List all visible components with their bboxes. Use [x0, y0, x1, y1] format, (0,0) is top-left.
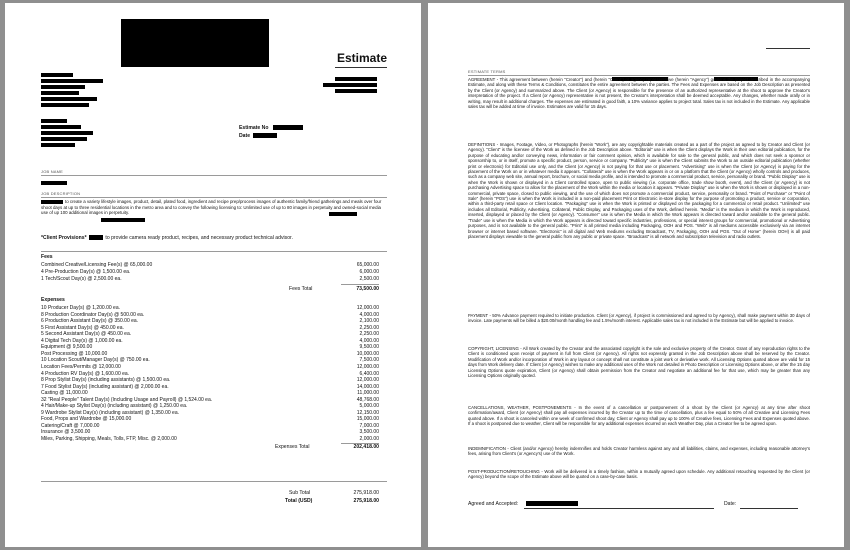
redacted-signature	[526, 501, 578, 506]
redacted-text	[41, 119, 67, 123]
line-item-amount: 9,500.00	[359, 344, 379, 351]
terms-postproduction: POST-PRODUCTION/RETOUCHING - Work will be delivered in a timely fashion, within a mutually agreed upon schedule. Any additional retouching requested by the Client (or Agency) beyond the scope of the Estimate above will be quoted on a case-by-case basis.	[468, 469, 810, 480]
terms-agreement: AGREEMENT - This agreement between (herein "Creator") and (herein "Client") or agency representative (herein "Agency") governs the project described in the accompanying Estimate, and along with these Terms & Conditions, constitutes the entire agreement between the parties. The Fees and Expenses are based on the Job Description as presented by the Client (or Agency) and summarized above. The Client (or Agency) is responsible for the presence of an authorized representative at the shoot to approve the Creator's interpretation of the project. If a Client (or Agency) representative is not present, the Creator's interpretation shall be deemed acceptable. Any changes, whether made orally or in writing, may result in additional charges. The expenses are estimated in good faith, a 10% variance applies to project total. Sales tax is not included in the Estimate. Any applicable sales tax will be added at time of invoice. Estimates are valid for 15 days.	[468, 77, 810, 110]
redacted-text	[41, 79, 103, 83]
line-item-description: Equipment @ 9,500.00	[41, 344, 93, 351]
expenses-total: 202,418.00	[353, 444, 379, 450]
redacted-text	[335, 89, 377, 93]
job-description: to create a variety lifestyle images, product, detail, plated food, ingredient and recipe prep/process images of authentic family/friend gatherings and meals over four shoot days at up to three residential locations in the metro area and to convey the following licensing to: Unlimited use of up to 80 images in perpetuity and owned-social media use of up 100 additional images in perpetuity.	[41, 199, 382, 216]
fees-heading: Fees	[41, 254, 53, 260]
line-item-description: Miles, Parking, Shipping, Meals, Tolls, FTP, Misc. @ 2,000.00	[41, 436, 177, 442]
redacted-text	[41, 85, 85, 89]
line-item-amount: 2,100.00	[359, 318, 379, 325]
line-item-amount: 6,000.00	[359, 269, 379, 275]
line-item-amount: 2,250.00	[359, 324, 379, 331]
client-provisions-label: *Client Provisions*	[41, 235, 87, 241]
redacted-text	[41, 91, 79, 95]
expense-row	[41, 436, 379, 443]
line-item-amount: 14,000.00	[356, 383, 379, 390]
line-item-description: Insurance @ 3,500.00	[41, 429, 91, 436]
date-label: Date	[239, 133, 251, 139]
terms-page	[428, 3, 844, 547]
line-item-amount: 5,000.00	[359, 403, 379, 410]
line-item-amount: 10,000.00	[356, 350, 379, 357]
redacted-date	[253, 133, 277, 138]
terms-definitions: DEFINITIONS - Images, Footage, Video, or Photographs (herein "Work"), are any copyrightable materials created as a part of the project as agreed to by Creator and Client (or Agency). "Client" is the licensee of the Work as defined in the Job Description above. "Editorial" use is when the Client displays the Work in their own editorial publication, for the purpose of educating and/or conveying news, information or fair comment opinion, which is available for sale to the general public, and which does not seek a sponsor or sponsorship to, or in itself, promote a specific product, person, service or company. "Publicity" use is when the Client submits the Work to an outside editorial publication (whether print or electronic) for Editorial use only, and the Client (or Agency) is not paying for that use or placement. "Advertising" use is when the Client (or Agency) is paying for the placement of the Work on or in whatever media it appears. "Collateral" use is when the Work appears in or on a platform that the Client (or Agency) wholly controls and produces, such as a company web site, annual report, brochure, or social media profile, and is intended to promote a commercial product, service, personality or brand. "Public Display" use is when the Work is shown or displayed in a Client controlled space, open to public viewing (i.e. corporate office, trade show booth, event), and the Client (or Agency) is not purchasing Advertising space to allow for the placement of the Work within the media or location it appears. "Private Display" use is when the Work is shown or displayed in a non-commercial, private space, closed to public viewing, and the use of which does not promote a commercial product, service, personality or brand. "Point of Purchase" or "Point of Sale" (herein "POS") use is when the Work is included in a non-paid placement Print or Electronic in-store display for the purpose of promoting a product, service or corporation, within a third-party retail space or Client location. "Packaging" use is when the Work is printed or displayed on the packaging for a commercial or retail product. "Unlimited" use includes all Editorial, Publicity, Advertising, Collateral, Public Display, and Packaging uses of the Work, defined herein. "Media" is the medium in which the Work is reproduced, inserted, displayed or placed by the Client (or Agency). "Consumer" use is when the Media in which the Work appears is directed toward and/or available to the general public. "Trade" use is when the Media in which the Work appears is directed toward specific industries, professions, or special interest groups for commercial, promotional or Advertising purposes, and is not available to the general public. "Print" is all printed media including Packaging, OOH and POS. "Web" is all mediums accessible exclusively via an internet browser or internet based software. "Electronic" is all digital and Web mediums excluding Broadcast, TV, Packaging, OOH and POS. "Out of Home" (herein OOH) is all paid placement displays viewable to the general public from any public or private space. "Broadcast" is all network and subscription television and radio outlets.	[468, 142, 810, 239]
line-item-amount: 2,000.00	[359, 436, 379, 442]
line-item-description: 7 Food Stylist Day(s) (including assistant) @ 2,000.00 ea.	[41, 383, 169, 390]
line-item-amount: 7,500.00	[359, 357, 379, 364]
redacted-text	[41, 97, 97, 101]
line-item-description: 9 Wardrobe Stylist Day(s) (including assistant) @ 1,350.00 ea.	[41, 409, 180, 416]
job-name-label: JOB NAME	[41, 169, 64, 174]
redacted-text	[41, 131, 93, 135]
terms-indemnification: INDEMNIFICATION - Client (and/or Agency) hereby indemnifies and holds Creator harmless against any and all liabilities, claims, and expenses, including reasonable attorney's fees, arising from Client's (or Agency's) use of the Work.	[468, 446, 810, 457]
line-item-description: 4 Digital Tech Day(s) @ 1,000.00 ea.	[41, 337, 123, 344]
estimate-no-label: Estimate No	[239, 125, 269, 131]
line-item-description: 5 First Assistant Day(s) @ 450.00 ea.	[41, 324, 124, 331]
line-item-amount: 4,000.00	[359, 311, 379, 318]
client-provisions	[41, 235, 387, 241]
line-item-description: Food, Props and Wardrobe @ 15,000.00	[41, 416, 132, 423]
redacted-text	[41, 103, 89, 107]
expenses-total-label: Expenses Total	[275, 444, 310, 450]
line-item-description: Casting @ 11,000.00	[41, 390, 88, 397]
signature-line[interactable]	[524, 508, 714, 509]
line-item-amount: 3,500.00	[359, 429, 379, 436]
redacted-text	[323, 83, 377, 87]
agreed-label: Agreed and Accepted:	[468, 501, 519, 507]
estimate-page	[5, 3, 421, 547]
subtotal-label: Sub Total	[289, 490, 311, 496]
line-item-description: 8 Production Coordinator Day(s) @ 500.00 ea.	[41, 311, 145, 318]
redacted-job-name	[41, 181, 67, 185]
line-item-amount: 12,000.00	[356, 377, 379, 384]
redacted-text	[41, 125, 81, 129]
line-item-amount: 4,000.00	[359, 337, 379, 344]
job-description-label: JOB DESCRIPTION	[41, 191, 81, 196]
line-item-amount: 2,500.00	[359, 276, 379, 282]
signature-date-line[interactable]	[740, 508, 798, 509]
redacted-text	[41, 143, 75, 147]
line-item-description: 6 Production Assistant Day(s) @ 350.00 ea.	[41, 318, 139, 325]
signature-date-label: Date:	[724, 501, 737, 507]
line-item-description: 32 "Real People" Talent Day(s) (Including Usage and Payroll) @ 1,524.00 ea.	[41, 396, 213, 403]
line-item-description: 10 Location Scout/Manager Day(s) @ 750.00 ea.	[41, 357, 150, 364]
grand-total: 275,918.00	[353, 498, 379, 504]
line-item-amount: 12,000.00	[356, 305, 379, 311]
line-item-description: 4 Production RV Day(s) @ 1,600.00 ea.	[41, 370, 130, 377]
fee-row	[41, 276, 379, 283]
line-item-amount: 7,000.00	[359, 422, 379, 429]
client-provisions-text: to provide camera ready product, recipes, and necessary product technical advisor.	[105, 235, 293, 241]
terms-copyright: COPYRIGHT, LICENSING - All Work created by the Creator and the associated copyright is the sole and exclusive property of the Creator. Grant of any reproduction rights to the Client is conditioned upon receipt of payment in full from Client (or Agency). All rights not expressly granted in the Job Description above shall be reserved by the Creator. Modification of Work and/or incorporation of Work in any layout or concept shall not constitute a joint work or derivative work. All Licensing Options quoted above are valid for 15 days from Work delivery date. If Client (or Agency) wishes to make any additional uses of the Work not detailed in Photo Description or Licensing Options above, or after the 15 day Licensing Options quote expiration, Client (or Agency) shall obtain permission from the Creator and negotiate an additional fee for that use, which may be greater than any Licensing Options originally quoted.	[468, 346, 810, 379]
redacted-text	[101, 218, 145, 222]
line-item-amount: 11,000.00	[357, 390, 379, 397]
redacted-logo	[121, 19, 269, 67]
line-item-description: Post Processing @ 10,000.00	[41, 350, 108, 357]
fees-total-label: Fees Total	[289, 286, 313, 292]
line-item-amount: 6,400.00	[359, 370, 379, 377]
title-rule	[335, 67, 387, 68]
redacted-text	[41, 73, 73, 77]
line-item-description: 1 Tech/Scout Day(s) @ 2,500.00 ea.	[41, 276, 122, 282]
fee-row	[41, 262, 379, 269]
line-item-amount: 48,768.00	[356, 396, 379, 403]
redacted-text	[335, 77, 377, 81]
line-item-amount: 12,150.00	[356, 409, 379, 416]
line-item-amount: 12,000.00	[356, 363, 379, 370]
redacted-text	[41, 137, 87, 141]
redacted-text	[89, 235, 103, 240]
fee-row	[41, 269, 379, 276]
expenses-heading: Expenses	[41, 297, 65, 303]
line-item-description: Catering/Craft @ 7,000.00	[41, 422, 100, 429]
line-item-amount: 15,000.00	[356, 416, 379, 423]
line-item-description: 4 Hair/Make-up Stylist Day(s) (including assistant) @ 1,250.00 ea.	[41, 403, 188, 410]
line-item-description: 8 Prop Stylist Day(s) (including assistants) @ 1,500.00 ea.	[41, 377, 171, 384]
line-item-description: Location Fees/Permits @ 12,000.00	[41, 363, 121, 370]
page-title: Estimate	[337, 51, 388, 65]
line-item-amount: 2,250.00	[359, 331, 379, 338]
terms-cancellations: CANCELLATIONS, WEATHER, POSTPONEMENTS - In the event of a cancellation or postponement of a shoot by the Client (or Agency) at any time after shoot confirmation/award, Client (or Agency) shall pay all expenses incurred by the Creator up to the time of cancellation, plus a fee equal to 50% of all Creative and Licensing Fees quoted above. If a shoot is canceled within one week of confirmed shoot day, Client or Agency shall pay up to 100% of Creative fees, Licensing Fees and Expenses quoted above. If a shoot is postponed due to weather, Client will be responsible for any additional expenses incurred on each Weather Day, plus a Creator fee to be agreed upon.	[468, 405, 810, 427]
total-label: Total (USD)	[285, 498, 313, 504]
terms-heading: ESTIMATE TERMS	[468, 69, 506, 74]
line-item-amount: 65,000.00	[356, 262, 379, 268]
line-item-description: 4 Pre-Production Day(s) @ 1,500.00 ea.	[41, 269, 131, 275]
redacted-estimate-no	[273, 125, 303, 130]
fees-total: 73,500.00	[356, 286, 379, 292]
subtotal: 275,918.00	[353, 490, 379, 496]
line-item-description: Combined Creative/Licensing Fee(s) @ 65,000.00	[41, 262, 153, 268]
line-item-description: 10 Producer Day(s) @ 1,200.00 ea.	[41, 305, 121, 311]
terms-payment: PAYMENT - 50% Advance payment required to initiate production. Client (or Agency), if project is commissioned and agreed to by Agency), shall make payment within 30 days of invoice. Late payments will be billed a $20.00/month handling fee and 1.5%/month interest. Applicable sales tax is not included in the Estimate but will be applied to invoice.	[468, 313, 810, 324]
line-item-description: 5 Second Assistant Day(s) @ 450.00 ea.	[41, 331, 132, 338]
